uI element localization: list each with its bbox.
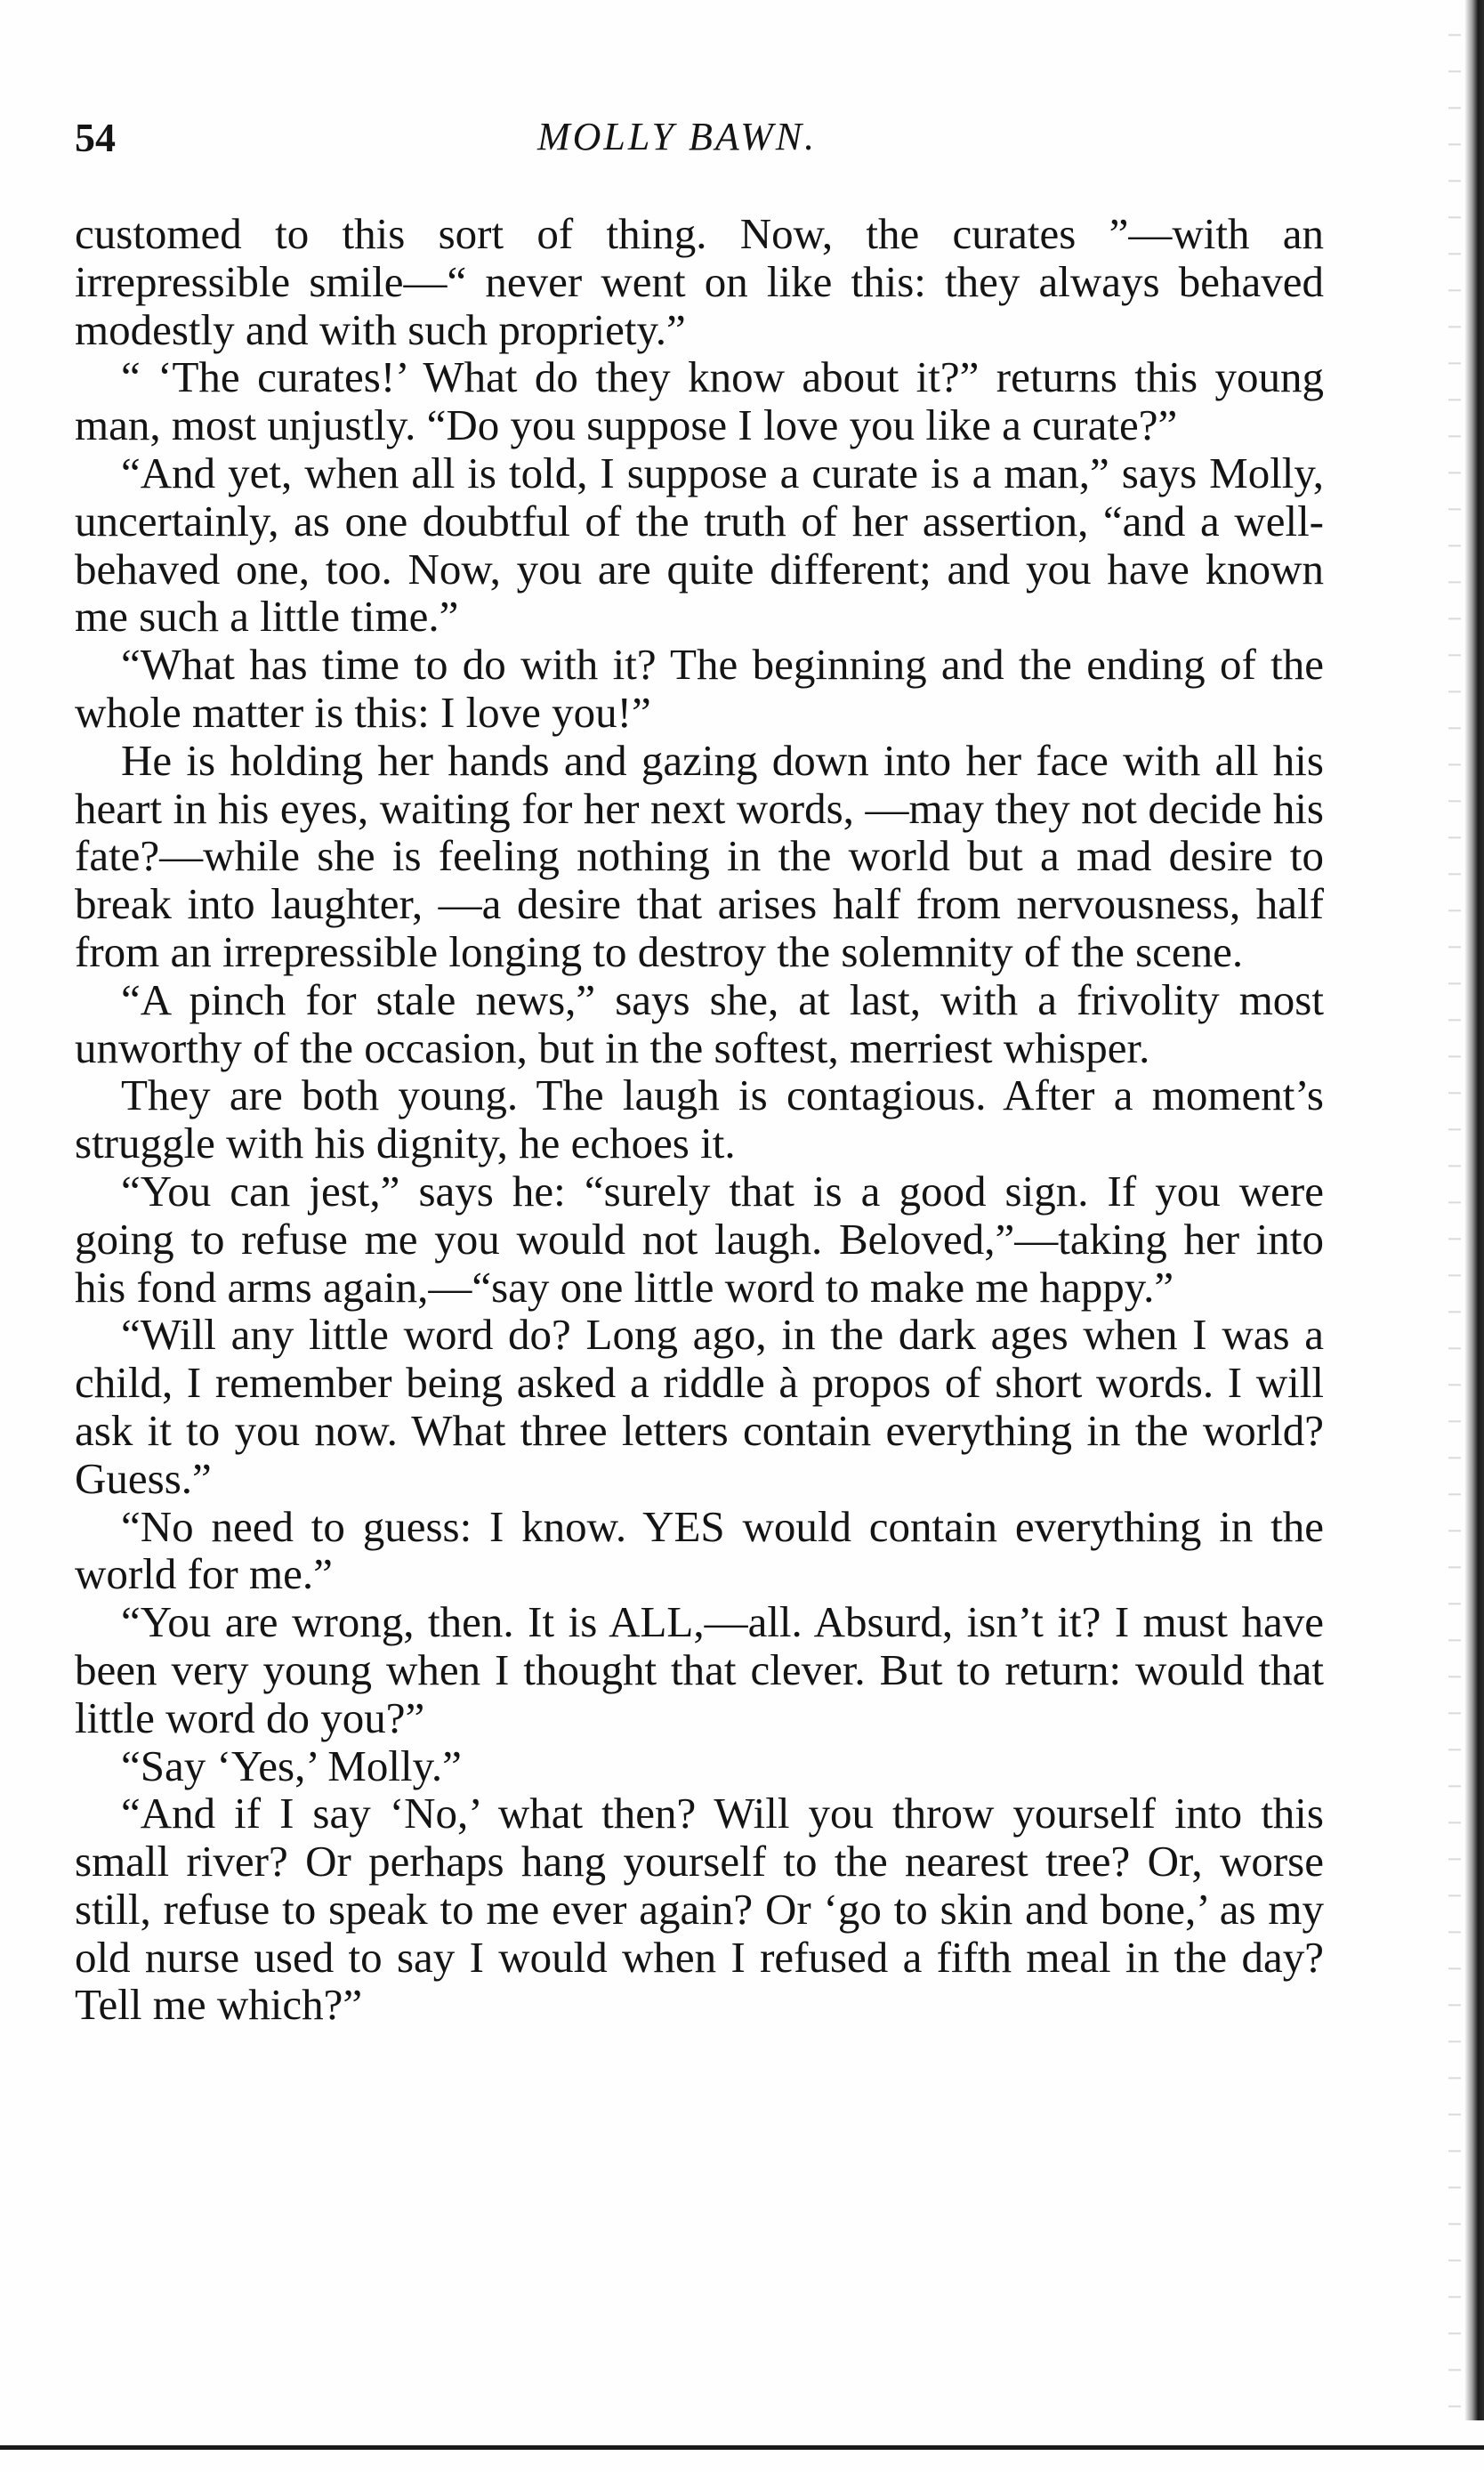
paragraph: “You can jest,” says he: “surely that is a good sign. If you were going to refuse me you would not laugh. Beloved,”—taking her into his fond arms again,—“say one little word to make me happy.” — [75, 1166, 1324, 1312]
paragraph: “And if I say ‘No,’ what then? Will you throw yourself into this small river? Or perhaps hang yourself to the nearest tree? Or, worse still, refuse to speak to me ever again? Or ‘go to skin and bone,’ as my old nurse used to say I would when I refused a fifth meal in the day? Tell me which?” — [75, 1789, 1324, 2030]
page-edge-specks — [1448, 0, 1461, 2420]
paragraph: “And yet, when all is told, I suppose a curate is a man,” says Molly, uncertainly, as one doubtful of the truth of her assertion, “and a well-behaved one, too. Now, you are quite different; and you have known me such a little time.” — [75, 448, 1324, 642]
paragraph-continuation: customed to this sort of thing. Now, the curates ”—with an irrepressible smile—“ never went on like this: they always behaved modestly and with such propriety.” — [75, 209, 1324, 354]
paragraph: “Will any little word do? Long ago, in the dark ages when I was a child, I remember being asked a riddle à propos of short words. I will ask it to you now. What three letters contain everything in the world? Guess.” — [75, 1310, 1324, 1503]
paragraph: “What has time to do with it? The beginning and the ending of the whole matter is this: I love you!” — [75, 640, 1324, 737]
paragraph: He is holding her hands and gazing down into her face with all his heart in his eyes, waiting for her next words, —may they not decide his fate?—while she is feeling nothing in the world but a mad desire to break into laughter, —a desire that arises half from nervousness, half from an irrepressible longing to destroy the solemnity of the scene. — [75, 735, 1324, 976]
paragraph: They are both young. The laugh is contagious. After a moment’s struggle with his dignity, he echoes it. — [75, 1070, 1324, 1168]
bottom-rule — [0, 2445, 1484, 2450]
body-text — [75, 210, 1324, 2029]
page-header — [75, 114, 1320, 171]
running-title: MOLLY BAWN. — [537, 115, 818, 158]
paragraph: “You are wrong, then. It is ALL,—all. Absurd, isn’t it? I must have been very young when I thought that clever. But to return: would that little word do you?” — [75, 1597, 1324, 1742]
paragraph: “Say ‘Yes,’ Molly.” — [121, 1741, 462, 1790]
paragraph: “No need to guess: I know. YES would contain everything in the world for me.” — [75, 1501, 1324, 1599]
paragraph: “ ‘The curates!’ What do they know about it?” returns this young man, most unjustly. “Do you suppose I love you like a curate?” — [75, 352, 1324, 450]
page-number: 54 — [75, 115, 116, 160]
paragraph: “A pinch for stale news,” says she, at last, with a frivolity most unworthy of the occasion, but in the softest, merriest whisper. — [75, 974, 1324, 1072]
page-edge-shadow — [1464, 0, 1484, 2420]
